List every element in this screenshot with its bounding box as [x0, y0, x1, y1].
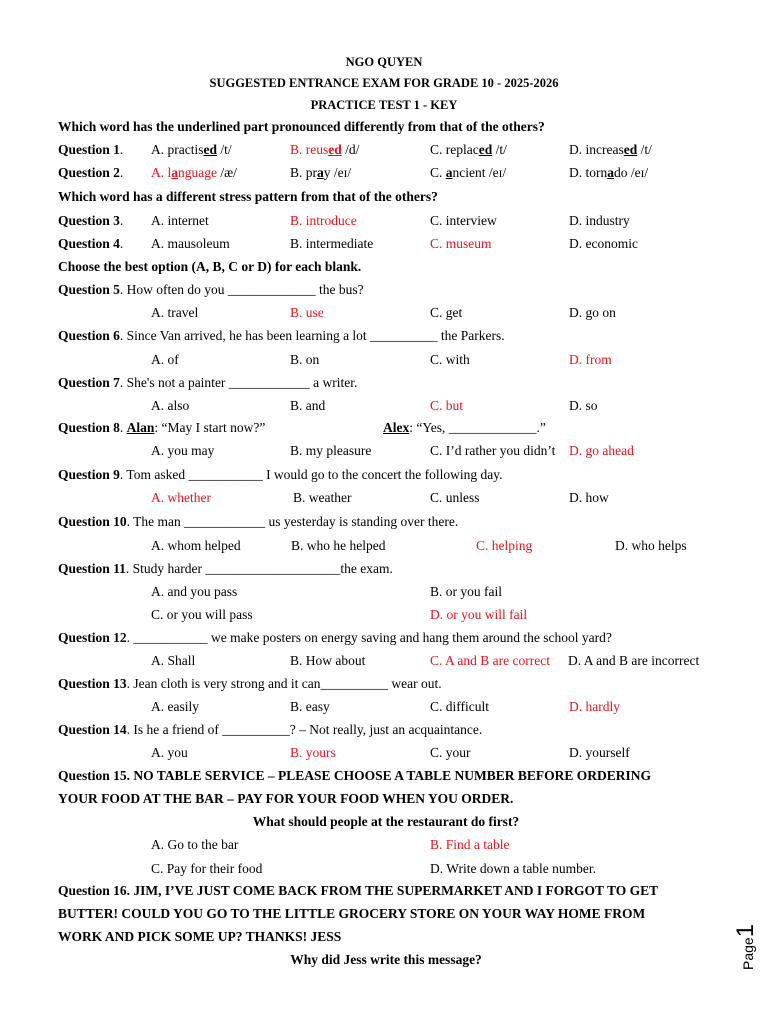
q10-option-c-answer: C. helping	[476, 538, 533, 553]
question-15-line1: Question 15. NO TABLE SERVICE – PLEASE CHOOSE A TABLE NUMBER BEFORE ORDERING	[58, 768, 652, 783]
question-8-reply	[383, 420, 546, 436]
q5-option-c: C. get	[430, 305, 463, 320]
q13-option-c: C. difficult	[430, 699, 489, 714]
q14-option-c: C. your	[430, 745, 471, 760]
q15-option-d: D. Write down a table number.	[430, 861, 597, 876]
question-label: Question 2	[58, 165, 120, 180]
question-dot: .	[119, 420, 127, 435]
question-7	[58, 375, 357, 391]
q3-option-d: D. industry	[569, 213, 630, 228]
option-text: C. replac	[430, 142, 479, 157]
option-text: do /eɪ/	[614, 165, 649, 180]
question-4	[58, 236, 123, 252]
page-number	[726, 918, 759, 970]
q14-option-b-answer: B. yours	[290, 745, 336, 760]
option-text: y /eɪ/	[323, 165, 352, 180]
speaker-line: : “May I start now?”	[154, 420, 266, 435]
q2-option-d	[569, 165, 648, 181]
question-text: . Tom asked ___________ I would go to the concert the following day.	[119, 467, 503, 482]
option-text: C.	[430, 165, 446, 180]
q11-option-a: A. and you pass	[151, 584, 238, 599]
question-label: Question 3	[58, 213, 120, 228]
question-label: Question 13	[58, 676, 127, 691]
ipa: /t/	[637, 142, 652, 157]
q12-option-c-answer: C. A and B are correct	[430, 653, 550, 668]
q8-option-b: B. my pleasure	[290, 443, 372, 458]
q15-option-c: C. Pay for their food	[151, 861, 263, 876]
ipa: /t/	[492, 142, 507, 157]
underlined-part: a	[607, 165, 614, 180]
question-text: . Is he a friend of __________? – Not really, just an acquaintance.	[126, 722, 483, 737]
question-label: Question 7	[58, 375, 120, 390]
option-text: A. practis	[151, 142, 204, 157]
q6-option-a: A. of	[151, 352, 179, 367]
q1-option-c	[430, 142, 507, 158]
underlined-part: ed	[203, 142, 217, 157]
q8-option-a: A. you may	[151, 443, 215, 458]
q10-option-d: D. who helps	[615, 538, 687, 553]
question-16-prompt: Why did Jess write this message?	[290, 952, 482, 967]
q2-option-a-answer	[151, 165, 237, 181]
option-text: B. reus	[290, 142, 329, 157]
speaker-line: : “Yes, _____________.”	[409, 420, 546, 435]
q15-option-a: A. Go to the bar	[151, 837, 239, 852]
q10-option-a: A. whom helped	[151, 538, 241, 553]
q1-option-d	[569, 142, 652, 158]
question-text: . Study harder ____________________the exam.	[125, 561, 393, 576]
question-text: . How often do you _____________ the bus?	[119, 282, 364, 297]
speaker-name: Alan	[126, 420, 155, 435]
underlined-part: a	[445, 165, 453, 180]
q12-option-b: B. How about	[290, 653, 366, 668]
q1-option-a	[151, 142, 232, 158]
q9-option-c: C. unless	[430, 490, 480, 505]
q6-option-b: B. on	[290, 352, 320, 367]
q15-option-b-answer: B. Find a table	[430, 837, 510, 852]
q4-option-c-answer: C. museum	[430, 236, 492, 251]
option-text: B. pr	[290, 165, 317, 180]
question-label: Question 4	[58, 236, 120, 251]
question-label: Question 11	[58, 561, 126, 576]
question-12	[58, 630, 612, 646]
question-text: . Since Van arrived, he has been learning a lot __________ the Parkers.	[119, 328, 505, 343]
question-6	[58, 328, 505, 344]
q4-option-b: B. intermediate	[290, 236, 374, 251]
ipa: /d/	[341, 142, 360, 157]
page-label: Page	[740, 937, 756, 970]
question-label: Question 8	[58, 420, 120, 435]
q13-option-b: B. easy	[290, 699, 330, 714]
question-text: . ___________ we make posters on energy saving and hang them around the school yard?	[126, 630, 612, 645]
q9-option-a-answer: A. whether	[151, 490, 211, 505]
q7-option-a: A. also	[151, 398, 190, 413]
q8-option-d-answer: D. go ahead	[569, 443, 634, 458]
question-text: . The man ____________ us yesterday is standing over there.	[126, 514, 459, 529]
question-10	[58, 514, 458, 530]
q3-option-a: A. internet	[151, 213, 209, 228]
question-label: Question 14	[58, 722, 127, 737]
question-label: Question 5	[58, 282, 120, 297]
question-16-line1: Question 16. JIM, I’VE JUST COME BACK FROM THE SUPERMARKET AND I FORGOT TO GET	[58, 883, 659, 898]
q13-option-a: A. easily	[151, 699, 199, 714]
question-3	[58, 213, 123, 229]
option-text: D. torn	[569, 165, 608, 180]
ipa: /t/	[216, 142, 232, 157]
q13-option-d-answer: D. hardly	[569, 699, 620, 714]
question-14	[58, 722, 482, 738]
test-title: PRACTICE TEST 1 - KEY	[310, 98, 458, 112]
q14-option-a: A. you	[151, 745, 188, 760]
q6-option-d-answer: D. from	[569, 352, 612, 367]
q10-option-b: B. who he helped	[291, 538, 386, 553]
question-text: . She's not a painter ____________ a writer.	[119, 375, 358, 390]
question-15-line2: YOUR FOOD AT THE BAR – PAY FOR YOUR FOOD WHEN YOU ORDER.	[58, 791, 514, 806]
q5-option-b-answer: B. use	[290, 305, 324, 320]
exam-title: SUGGESTED ENTRANCE EXAM FOR GRADE 10 - 2025-2026	[209, 76, 559, 90]
q9-option-d: D. how	[569, 490, 609, 505]
question-dot: .	[119, 142, 124, 157]
underlined-part: ed	[623, 142, 638, 157]
question-1	[58, 142, 123, 158]
question-label: Question 10	[58, 514, 127, 529]
section-stress: Which word has a different stress pattern from that of the others?	[58, 189, 438, 204]
question-label: Question 1	[58, 142, 120, 157]
question-16-line2: BUTTER! COULD YOU GO TO THE LITTLE GROCERY STORE ON YOUR WAY HOME FROM	[58, 906, 646, 921]
q2-option-b	[290, 165, 351, 181]
option-text: ncient /eɪ/	[452, 165, 507, 180]
q3-option-b-answer: B. introduce	[290, 213, 357, 228]
question-8	[58, 420, 265, 436]
underlined-part: ed	[328, 142, 342, 157]
question-label: Question 9	[58, 467, 120, 482]
question-2	[58, 165, 123, 181]
q14-option-d: D. yourself	[569, 745, 630, 760]
question-11	[58, 561, 393, 577]
q11-option-c: C. or you will pass	[151, 607, 253, 622]
school-name: NGO QUYEN	[345, 55, 423, 69]
question-dot: .	[119, 236, 124, 251]
q8-option-c: C. I’d rather you didn’t	[430, 443, 556, 458]
question-16-line3: WORK AND PICK SOME UP? THANKS! JESS	[58, 929, 342, 944]
question-13	[58, 676, 442, 692]
q7-option-b: B. and	[290, 398, 326, 413]
q12-option-d: D. A and B are incorrect	[568, 653, 700, 668]
question-9	[58, 467, 503, 483]
q6-option-c: C. with	[430, 352, 470, 367]
section-pronunciation: Which word has the underlined part pronounced differently from that of the others?	[58, 119, 545, 134]
ipa: /æ/	[216, 165, 237, 180]
question-label: Question 12	[58, 630, 127, 645]
question-5	[58, 282, 364, 298]
question-dot: .	[119, 165, 124, 180]
section-blanks: Choose the best option (A, B, C or D) for each blank.	[58, 259, 362, 274]
underlined-part: ed	[478, 142, 493, 157]
option-text: A. l	[151, 165, 172, 180]
option-text: nguage	[178, 165, 217, 180]
underlined-part: a	[317, 165, 324, 180]
q11-option-b: B. or you fail	[430, 584, 502, 599]
question-text: . Jean cloth is very strong and it can__________ wear out.	[126, 676, 442, 691]
q3-option-c: C. interview	[430, 213, 497, 228]
q5-option-a: A. travel	[151, 305, 199, 320]
q4-option-d: D. economic	[569, 236, 638, 251]
q5-option-d: D. go on	[569, 305, 616, 320]
q7-option-d: D. so	[569, 398, 598, 413]
q7-option-c-answer: C. but	[430, 398, 464, 413]
speaker-name: Alex	[383, 420, 410, 435]
option-text: D. increas	[569, 142, 624, 157]
question-label: Question 6	[58, 328, 120, 343]
question-15-prompt: What should people at the restaurant do first?	[252, 814, 520, 829]
q9-option-b: B. weather	[293, 490, 352, 505]
underlined-part: a	[171, 165, 178, 180]
q2-option-c	[430, 165, 506, 181]
q1-option-b-answer	[290, 142, 359, 158]
q11-option-d-answer: D. or you will fail	[430, 607, 528, 622]
q12-option-a: A. Shall	[151, 653, 196, 668]
question-dot: .	[119, 213, 124, 228]
page-number-value: 1	[732, 923, 759, 938]
q4-option-a: A. mausoleum	[151, 236, 230, 251]
